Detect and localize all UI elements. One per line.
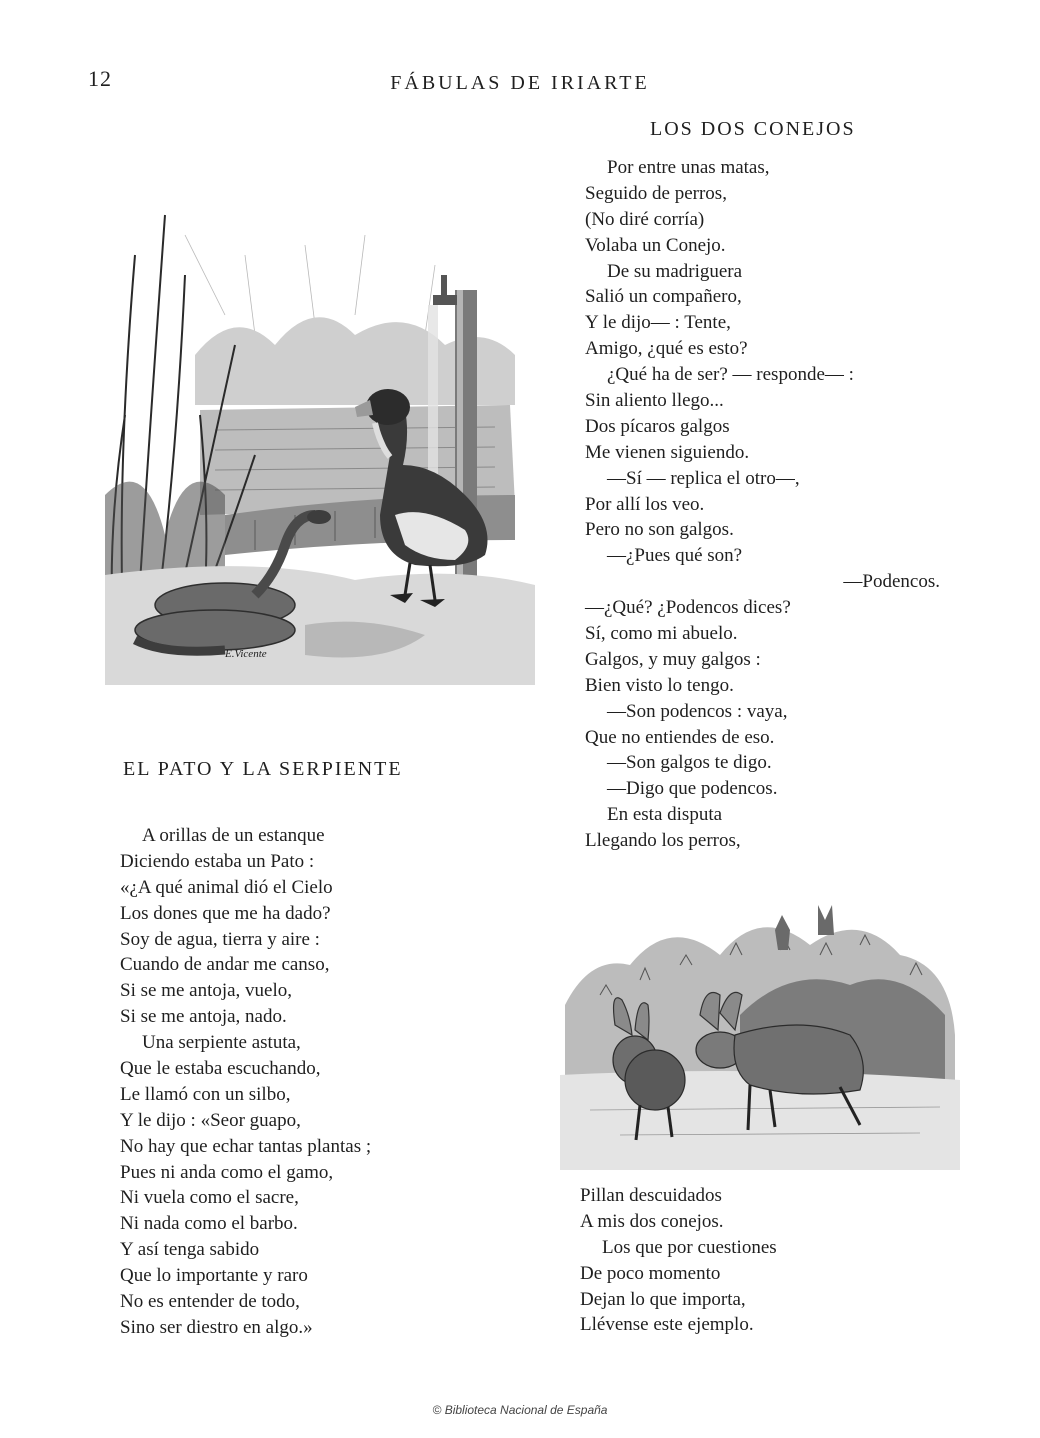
verse-line: Ni vuela como el sacre,	[120, 1187, 299, 1209]
verse-line: Dos pícaros galgos	[585, 415, 730, 437]
verse-line: —¿Pues qué son?	[607, 545, 743, 567]
illustration-signature: E.Vicente	[225, 648, 267, 660]
verse-line: —Digo que podencos.	[607, 778, 778, 800]
footer-credit: © Biblioteca Nacional de España	[432, 1403, 608, 1417]
verse-line: Y le dijo— : Tente,	[585, 312, 731, 334]
verse-line: Sin aliento llego...	[585, 390, 724, 412]
verse-line: De su madriguera	[607, 260, 743, 282]
verse-line: No hay que echar tantas plantas ;	[120, 1135, 372, 1157]
verse-line: —Sí — replica el otro—,	[607, 467, 800, 489]
verse-line: —Podencos.	[843, 571, 940, 593]
verse-line: Por allí los veo.	[585, 493, 705, 515]
verse-line: Amigo, ¿qué es esto?	[585, 338, 748, 360]
verse-line: —Son podencos : vaya,	[607, 700, 788, 722]
verse-line: Llévense este ejemplo.	[580, 1314, 754, 1336]
verse-line: No es entender de todo,	[120, 1291, 300, 1313]
verse-line: Ni nada como el barbo.	[120, 1213, 298, 1235]
verse-line: Los dones que me ha dado?	[120, 902, 331, 924]
verse-line: Los que por cuestiones	[602, 1236, 777, 1258]
verse-line: Le llamó con un silbo,	[120, 1083, 291, 1105]
verse-line: «¿A qué animal dió el Cielo	[120, 876, 333, 898]
verse-line: Bien visto lo tengo.	[585, 674, 734, 696]
verse-line: De poco momento	[580, 1262, 721, 1284]
verse-line: —¿Qué? ¿Podencos dices?	[585, 597, 791, 619]
verse-line: Por entre unas matas,	[607, 157, 770, 178]
verse-line: Salió un compañero,	[585, 286, 742, 308]
verse-line: Llegando los perros,	[585, 830, 741, 852]
verse-line: Y le dijo : «Seor guapo,	[120, 1109, 301, 1131]
verse-line: Una serpiente astuta,	[142, 1032, 301, 1054]
verse-line: Que lo importante y raro	[120, 1265, 308, 1287]
verse-line: Que no entiendes de eso.	[585, 726, 775, 748]
verse-line: A orillas de un estanque	[142, 825, 325, 846]
verse-line: Cuando de andar me canso,	[120, 954, 330, 976]
verse-line: Si se me antoja, nado.	[120, 1006, 287, 1028]
verse-line: Si se me antoja, vuelo,	[120, 980, 293, 1002]
verse-line: Sino ser diestro en algo.»	[120, 1316, 313, 1338]
running-title: FÁBULAS DE IRIARTE	[390, 72, 650, 94]
verse-line: En esta disputa	[607, 804, 723, 826]
verse-line: —Son galgos te digo.	[607, 752, 772, 774]
verse-line: Seguido de perros,	[585, 182, 727, 204]
verse-line: A mis dos conejos.	[580, 1210, 724, 1232]
verse-line: Pillan descuidados	[580, 1185, 722, 1206]
verse-line: Me vienen siguiendo.	[585, 441, 750, 463]
verse-line: (No diré corría)	[585, 208, 705, 230]
page-number: 12	[88, 66, 112, 91]
verse-line: Diciendo estaba un Pato :	[120, 850, 315, 872]
fable-rabbits-title: LOS DOS CONEJOS	[650, 118, 856, 140]
verse-line: Que le estaba escuchando,	[120, 1058, 321, 1080]
verse-line: Pues ni anda como el gamo,	[120, 1161, 334, 1183]
verse-line: Pero no son galgos.	[585, 519, 734, 541]
verse-line: Dejan lo que importa,	[580, 1288, 746, 1310]
fable-duck-verses	[120, 823, 560, 1341]
verse-line: Sí, como mi abuelo.	[585, 623, 738, 645]
verse-line: Y así tenga sabido	[120, 1239, 260, 1261]
verse-line: Volaba un Conejo.	[585, 234, 726, 256]
duck-snake-illustration	[105, 195, 535, 685]
verse-line: Galgos, y muy galgos :	[585, 648, 761, 670]
fable-rabbits-verses-continued	[580, 1183, 935, 1338]
fable-duck-title: EL PATO Y LA SERPIENTE	[123, 758, 403, 780]
verse-line: ¿Qué ha de ser? — responde— :	[607, 364, 854, 386]
verse-line: Soy de agua, tierra y aire :	[120, 928, 320, 950]
fable-rabbits-verses	[585, 155, 940, 854]
rabbits-illustration	[560, 895, 960, 1170]
